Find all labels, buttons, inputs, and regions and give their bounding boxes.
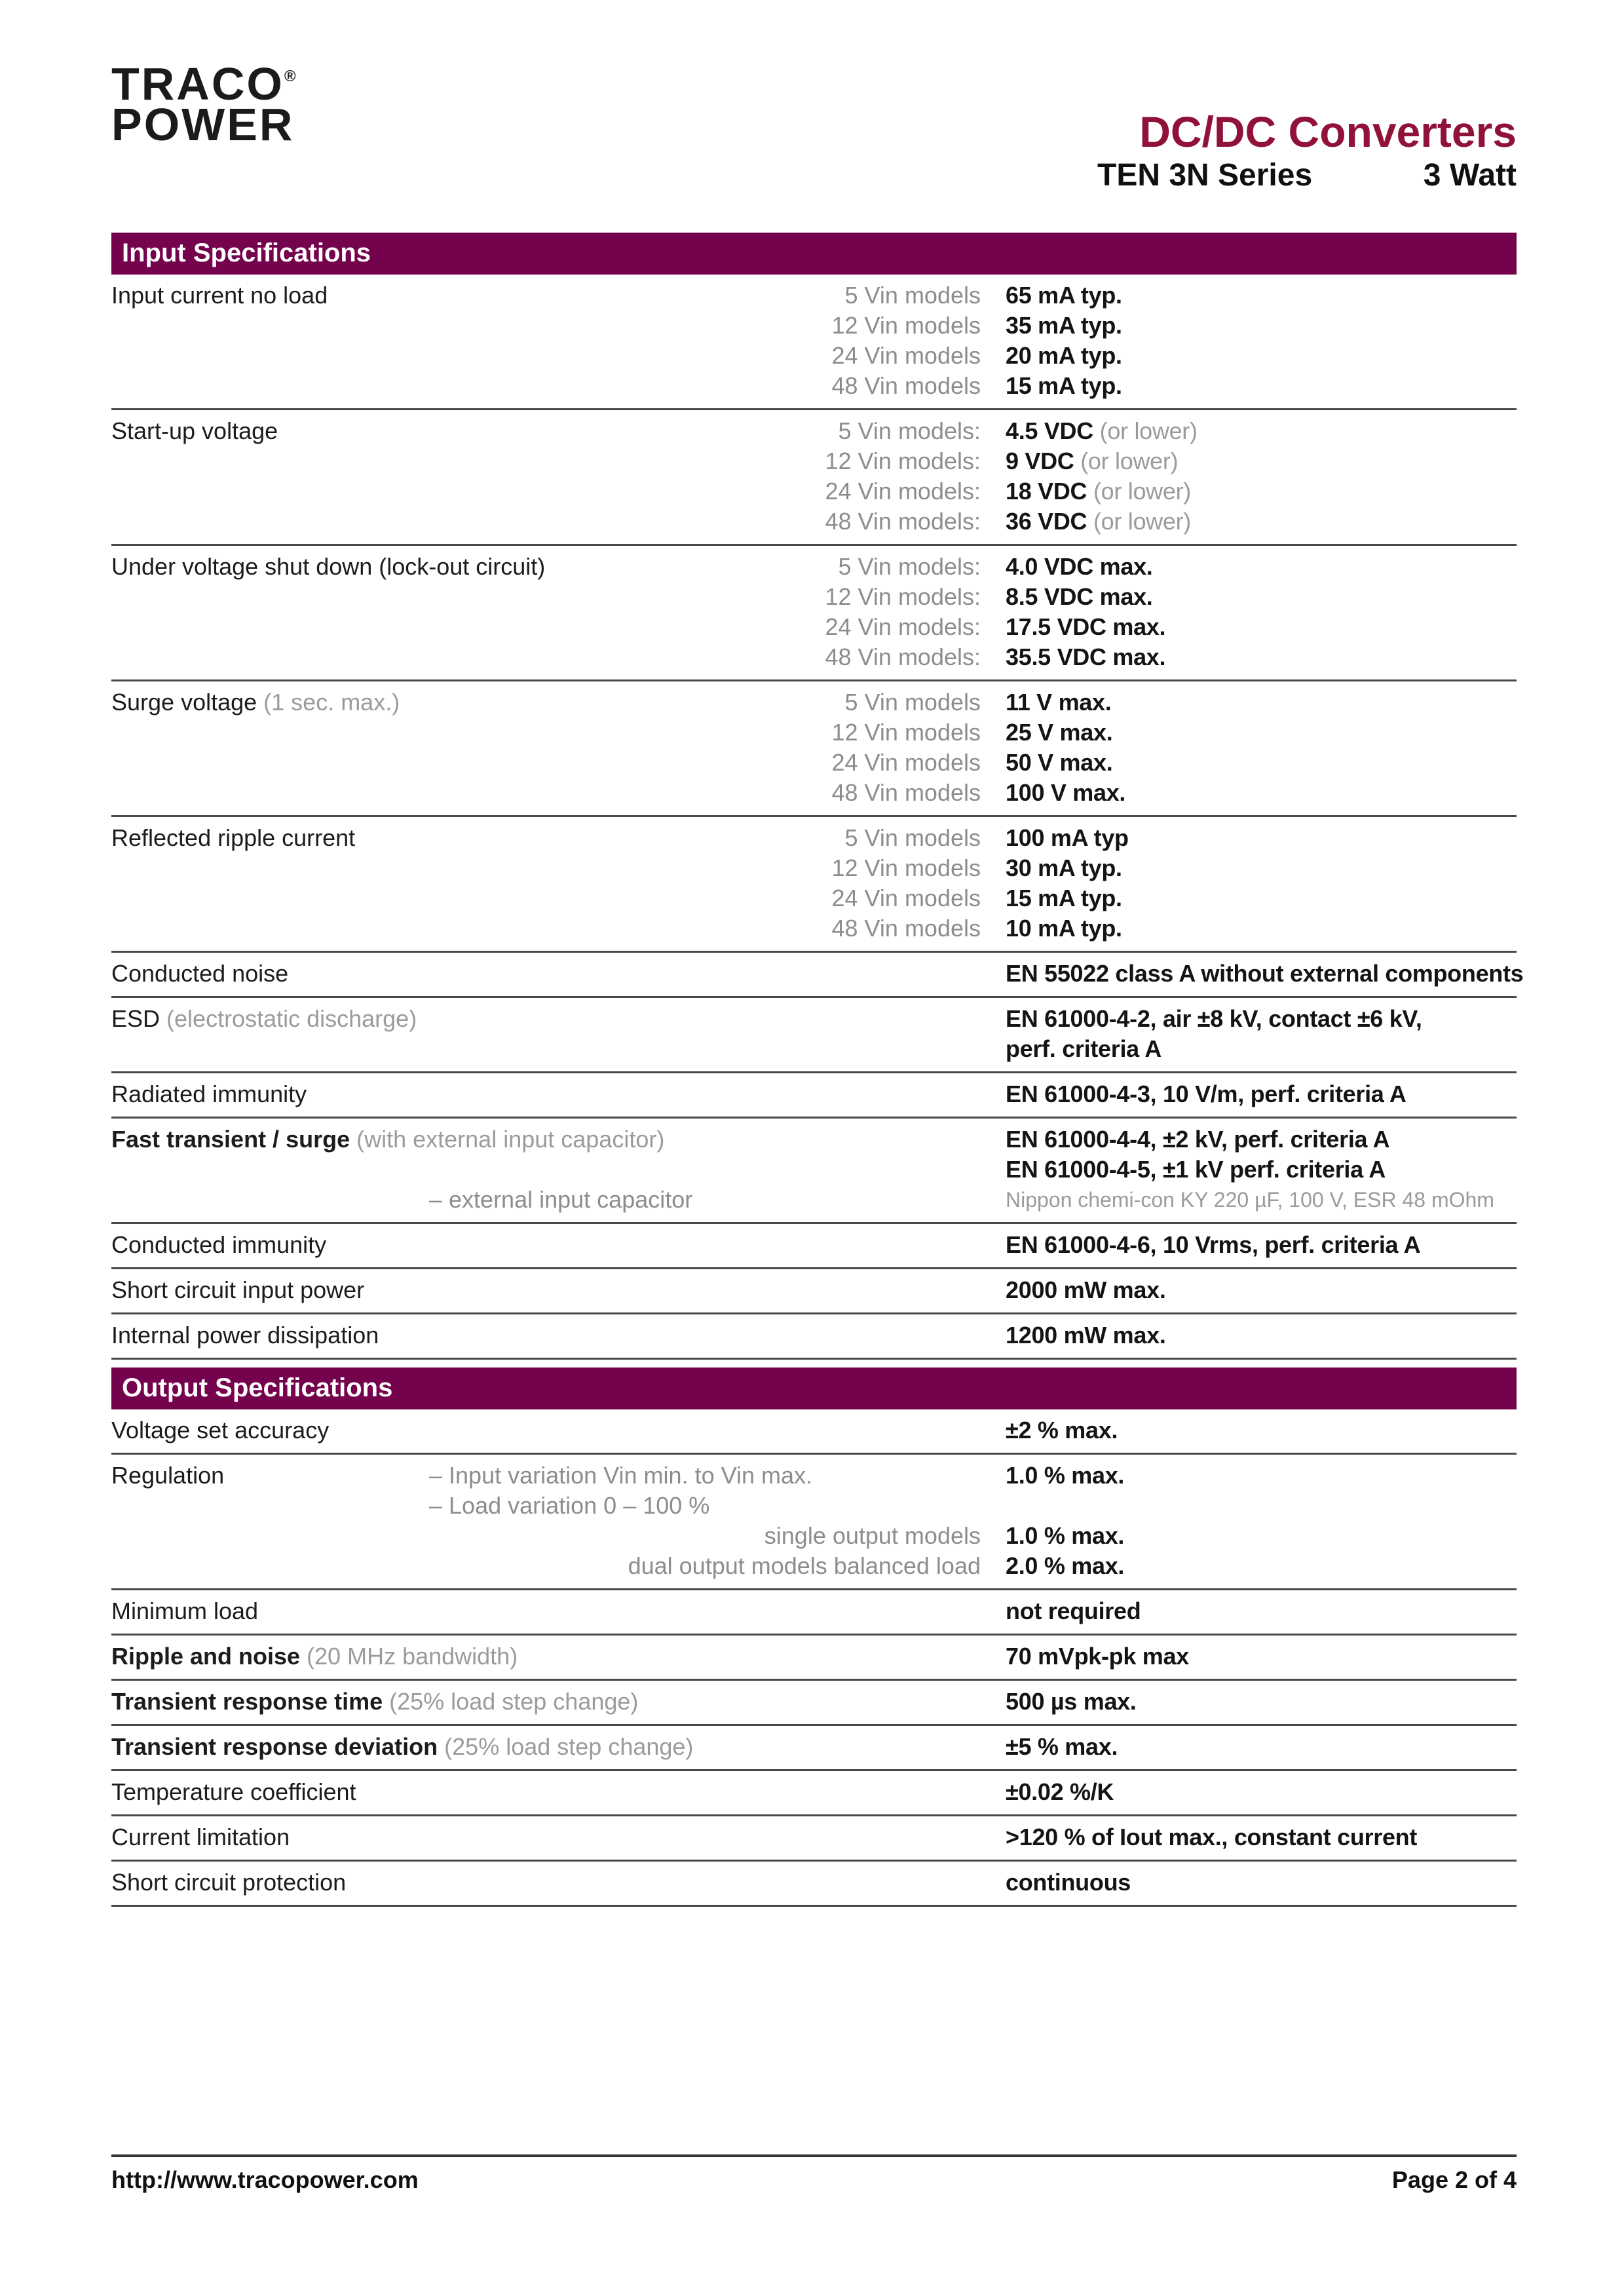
spec-model-column: 24 Vin models: [825, 478, 981, 505]
spec-model-column: 5 Vin models [844, 824, 981, 851]
spec-line [111, 1415, 1517, 1445]
spec-value: 11 V max. [1006, 689, 1112, 716]
title-block [1097, 107, 1517, 193]
spec-value: 70 mVpk-pk max [1006, 1643, 1189, 1670]
spec-row [111, 1314, 1517, 1360]
spec-line [111, 507, 1517, 537]
spec-line [111, 446, 1517, 476]
spec-line [111, 748, 1517, 778]
spec-line [111, 913, 1517, 944]
spec-label: ESD (electrostatic discharge) [111, 1005, 417, 1032]
spec-value: 1.0 % max. [1006, 1522, 1125, 1549]
spec-model-column: 48 Vin models [831, 779, 981, 806]
spec-line [111, 959, 1524, 989]
spec-value: 1200 mW max. [1006, 1322, 1166, 1349]
spec-row [111, 1816, 1517, 1862]
input-specifications-rows [111, 275, 1524, 1360]
spec-label: Surge voltage (1 sec. max.) [111, 689, 400, 716]
spec-value: 100 V max. [1006, 779, 1126, 806]
spec-model-column: 12 Vin models: [825, 583, 981, 610]
spec-value: not required [1006, 1598, 1141, 1624]
spec-model-column: 24 Vin models [831, 885, 981, 911]
spec-row [111, 410, 1517, 546]
spec-row [111, 1771, 1517, 1816]
spec-line [111, 778, 1517, 808]
spec-line [111, 280, 1517, 311]
spec-model-column: 5 Vin models: [838, 553, 981, 580]
spec-model-column: 5 Vin models: [838, 417, 981, 444]
spec-label-note: (electrostatic discharge) [160, 1005, 417, 1032]
spec-row [111, 998, 1517, 1073]
spec-value-note: (or lower) [1087, 478, 1191, 505]
spec-line [111, 718, 1517, 748]
spec-row [111, 275, 1517, 410]
spec-label: Current limitation [111, 1824, 290, 1850]
spec-value: 30 mA typ. [1006, 854, 1122, 881]
spec-line [111, 371, 1517, 401]
spec-label: Conducted noise [111, 960, 289, 987]
spec-line [111, 883, 1517, 913]
spec-value: 9 VDC (or lower) [1006, 448, 1179, 474]
spec-line [111, 552, 1517, 582]
spec-label: Minimum load [111, 1598, 259, 1624]
spec-value: EN 61000-4-3, 10 V/m, perf. criteria A [1006, 1081, 1407, 1107]
spec-label: Radiated immunity [111, 1081, 307, 1107]
spec-value: 50 V max. [1006, 749, 1113, 776]
spec-value: 100 mA typ [1006, 824, 1129, 851]
spec-value-note: (or lower) [1093, 417, 1198, 444]
spec-model-column: 12 Vin models [831, 719, 981, 746]
spec-value-gray: Nippon chemi-con KY 220 µF, 100 V, ESR 48 mOhm [1006, 1188, 1494, 1212]
document-title: DC/DC Converters [1139, 107, 1517, 156]
spec-value: 15 mA typ. [1006, 372, 1122, 399]
input-specifications-header: Input Specifications [111, 233, 1517, 275]
spec-label: Voltage set accuracy [111, 1417, 330, 1444]
spec-line [111, 1867, 1517, 1898]
spec-model-column: 48 Vin models [831, 372, 981, 399]
spec-row [111, 681, 1517, 817]
spec-value: ±2 % max. [1006, 1417, 1118, 1444]
spec-model-column: 12 Vin models [831, 312, 981, 339]
spec-row [111, 1269, 1517, 1314]
spec-model-column: single output models [764, 1522, 981, 1549]
spec-model-column: 5 Vin models [844, 282, 981, 309]
spec-model-column: 48 Vin models: [825, 508, 981, 535]
spec-model-column: 48 Vin models: [825, 643, 981, 670]
spec-value: 35.5 VDC max. [1006, 643, 1166, 670]
spec-model-column: 48 Vin models [831, 915, 981, 942]
spec-model-column: 24 Vin models [831, 749, 981, 776]
spec-line [111, 1732, 1517, 1762]
spec-line [111, 612, 1517, 642]
spec-line [111, 1687, 1517, 1717]
logo-line-2: POWER [111, 99, 295, 150]
spec-line [111, 823, 1517, 853]
spec-line [111, 1320, 1517, 1350]
spec-value: EN 55022 class A without external components [1006, 960, 1524, 987]
spec-line [111, 1777, 1517, 1807]
spec-row [111, 1726, 1517, 1771]
spec-value: 65 mA typ. [1006, 282, 1122, 309]
spec-row [111, 1862, 1517, 1907]
spec-label: Conducted immunity [111, 1231, 327, 1258]
spec-label: Regulation [111, 1462, 225, 1489]
spec-row [111, 1073, 1517, 1119]
spec-value: 36 VDC (or lower) [1006, 508, 1191, 535]
spec-value: 500 µs max. [1006, 1688, 1137, 1715]
spec-label: Internal power dissipation [111, 1322, 379, 1349]
spec-value: continuous [1006, 1869, 1131, 1896]
spec-line [111, 1551, 1517, 1581]
spec-label: Transient response deviation (25% load step change) [111, 1733, 694, 1760]
spec-line [111, 687, 1517, 718]
document-subtitle [1097, 160, 1517, 191]
spec-value: 1.0 % max. [1006, 1462, 1125, 1489]
spec-value: EN 61000-4-6, 10 Vrms, perf. criteria A [1006, 1231, 1421, 1258]
spec-sub-label: – Load variation 0 – 100 % [429, 1492, 710, 1519]
spec-label-note: (1 sec. max.) [257, 689, 400, 716]
spec-line [111, 1185, 1517, 1215]
spec-line [111, 1596, 1517, 1626]
spec-line [111, 1124, 1517, 1155]
spec-line [111, 1461, 1517, 1491]
spec-value: >120 % of Iout max., constant current [1006, 1824, 1418, 1850]
spec-sub-label: – external input capacitor [429, 1186, 693, 1213]
spec-row [111, 1636, 1517, 1681]
spec-value: 2.0 % max. [1006, 1552, 1125, 1579]
page-header [111, 0, 1517, 233]
spec-model-column: 24 Vin models [831, 342, 981, 369]
page-content [111, 0, 1524, 1907]
input-specifications-section [111, 233, 1524, 1360]
website-link[interactable]: http://www.tracopower.com [111, 2166, 419, 2193]
spec-value-note: (or lower) [1074, 448, 1179, 474]
spec-line [111, 1034, 1517, 1064]
spec-value: ±5 % max. [1006, 1733, 1118, 1760]
spec-row [111, 1455, 1517, 1590]
spec-line [111, 311, 1517, 341]
spec-value: 17.5 VDC max. [1006, 613, 1166, 640]
spec-value: EN 61000-4-5, ±1 kV perf. criteria A [1006, 1156, 1386, 1183]
spec-value: 20 mA typ. [1006, 342, 1122, 369]
wattage: 3 Watt [1423, 158, 1517, 193]
spec-label: Fast transient / surge (with external input capacitor) [111, 1126, 665, 1153]
registered-trademark-icon: ® [284, 67, 296, 85]
spec-value: 25 V max. [1006, 719, 1113, 746]
spec-label-note: (with external input capacitor) [350, 1126, 665, 1153]
output-specifications-header: Output Specifications [111, 1368, 1517, 1409]
logo-line-1: TRACO® [111, 58, 296, 109]
spec-line [111, 1521, 1517, 1551]
spec-value: EN 61000-4-4, ±2 kV, perf. criteria A [1006, 1126, 1390, 1153]
series-name: TEN 3N Series [1097, 158, 1313, 193]
spec-label-note: (25% load step change) [383, 1688, 639, 1715]
spec-line [111, 1822, 1517, 1852]
spec-row [111, 1409, 1517, 1455]
spec-line [111, 642, 1517, 672]
spec-value-note: (or lower) [1087, 508, 1191, 535]
spec-model-column: dual output models balanced load [628, 1552, 981, 1579]
spec-value: 18 VDC (or lower) [1006, 478, 1191, 505]
spec-label: Temperature coefficient [111, 1778, 356, 1805]
spec-value: EN 61000-4-2, air ±8 kV, contact ±6 kV, [1006, 1005, 1422, 1032]
spec-value: 35 mA typ. [1006, 312, 1122, 339]
spec-label: Ripple and noise (20 MHz bandwidth) [111, 1643, 518, 1670]
spec-model-column: 24 Vin models: [825, 613, 981, 640]
spec-value: 2000 mW max. [1006, 1276, 1166, 1303]
spec-row [111, 1119, 1517, 1224]
spec-value: 4.5 VDC (or lower) [1006, 417, 1198, 444]
spec-label-note: (25% load step change) [438, 1733, 694, 1760]
spec-line [111, 1155, 1517, 1185]
spec-label: Start-up voltage [111, 417, 278, 444]
spec-line [111, 341, 1517, 371]
spec-line [111, 416, 1517, 446]
spec-row [111, 546, 1517, 681]
spec-row [111, 817, 1517, 953]
spec-label: Short circuit input power [111, 1276, 365, 1303]
spec-row [111, 1681, 1517, 1726]
spec-tables [111, 233, 1524, 1907]
spec-line [111, 1491, 1517, 1521]
spec-label: Input current no load [111, 282, 328, 309]
traco-power-logo [111, 56, 296, 150]
spec-line [111, 1275, 1517, 1305]
spec-line [111, 1004, 1517, 1034]
spec-label: Short circuit protection [111, 1869, 347, 1896]
spec-label: Transient response time (25% load step change) [111, 1688, 639, 1715]
spec-row [111, 1590, 1517, 1636]
spec-value: 8.5 VDC max. [1006, 583, 1153, 610]
spec-value: 4.0 VDC max. [1006, 553, 1153, 580]
spec-label-note: (20 MHz bandwidth) [300, 1643, 518, 1670]
spec-row [111, 953, 1524, 998]
spec-line [111, 1230, 1517, 1260]
output-specifications-rows [111, 1409, 1517, 1907]
spec-model-column: 12 Vin models [831, 854, 981, 881]
spec-sub-label: – Input variation Vin min. to Vin max. [429, 1462, 812, 1489]
spec-model-column: 5 Vin models [844, 689, 981, 716]
spec-value: 15 mA typ. [1006, 885, 1122, 911]
spec-value: perf. criteria A [1006, 1035, 1161, 1062]
output-specifications-section [111, 1368, 1517, 1907]
page-number: Page 2 of 4 [1391, 2166, 1517, 2193]
spec-model-column: 12 Vin models: [825, 448, 981, 474]
spec-line [111, 853, 1517, 883]
spec-line [111, 1641, 1517, 1672]
spec-line [111, 582, 1517, 612]
spec-line [111, 1079, 1517, 1109]
spec-value: ±0.02 %/K [1006, 1778, 1114, 1805]
spec-value: 10 mA typ. [1006, 915, 1122, 942]
spec-row [111, 1224, 1517, 1269]
page-footer [111, 2154, 1517, 2194]
spec-label: Under voltage shut down (lock-out circuit) [111, 553, 546, 580]
spec-line [111, 476, 1517, 507]
spec-label: Reflected ripple current [111, 824, 356, 851]
